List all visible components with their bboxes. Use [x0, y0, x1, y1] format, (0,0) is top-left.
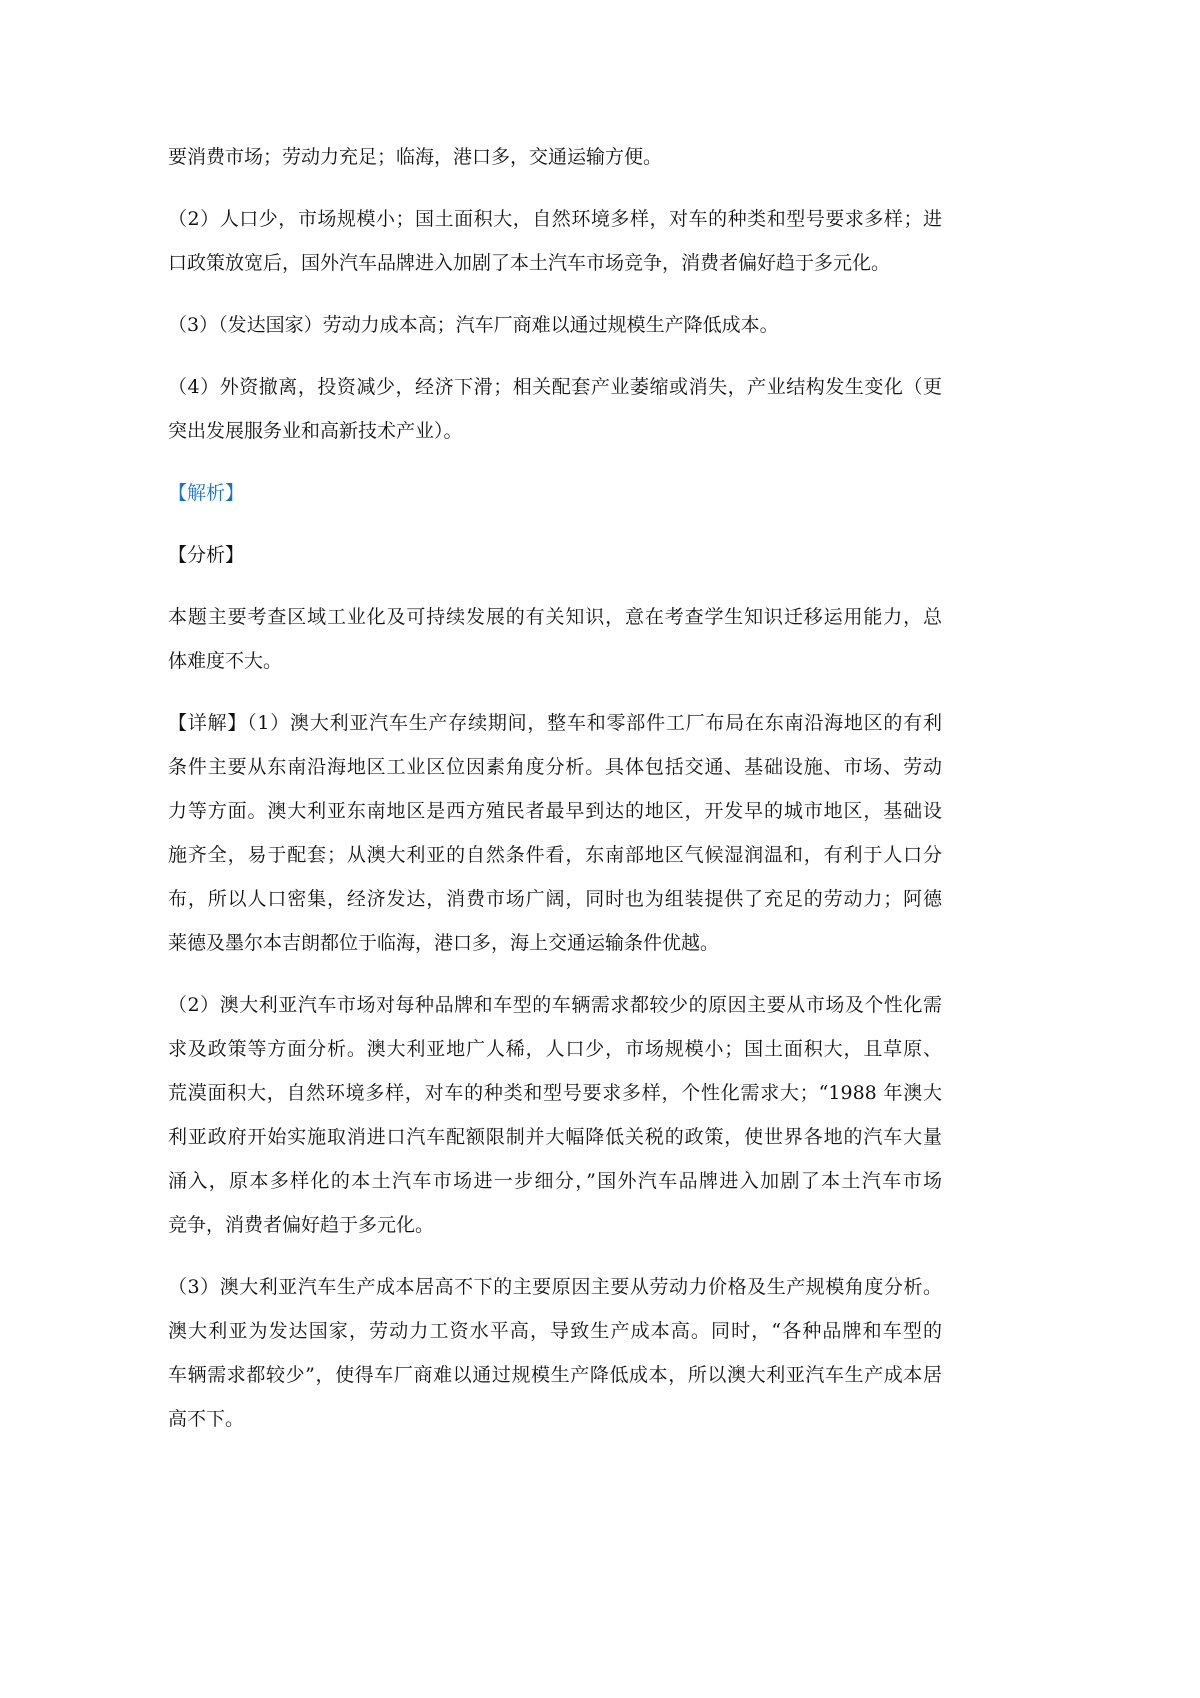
paragraph [168, 701, 942, 965]
text-line: 布，所以人口密集，经济发达，消费市场广阔，同时也为组装提供了充足的劳动力；阿德 [168, 888, 942, 910]
paragraph [168, 303, 942, 347]
text-line: 利亚政府开始实施取消进口汽车配额限制并大幅降低关税的政策，使世界各地的汽车大量 [168, 1126, 942, 1148]
text-line: 高不下。 [168, 1408, 245, 1430]
text-line: （3）澳大利亚汽车生产成本居高不下的主要原因主要从劳动力价格及生产规模角度分析。 [168, 1276, 942, 1298]
text-line: 本题主要考查区域工业化及可持续发展的有关知识，意在考查学生知识迁移运用能力，总 [168, 606, 942, 628]
text-line: 【解析】 [168, 482, 245, 504]
document-page [168, 135, 942, 1459]
paragraph [168, 533, 942, 577]
paragraph [168, 365, 942, 453]
text-line: 条件主要从东南沿海地区工业区位因素角度分析。具体包括交通、基础设施、市场、劳动 [168, 756, 942, 778]
paragraph [168, 135, 942, 179]
text-line: 口政策放宽后，国外汽车品牌进入加剧了本土汽车市场竞争，消费者偏好趋于多元化。 [168, 252, 891, 274]
paragraph [168, 1265, 942, 1441]
text-line: （4）外资撤离，投资减少，经济下滑；相关配套产业萎缩或消失，产业结构发生变化（更 [168, 376, 942, 398]
text-line: 【详解】（1）澳大利亚汽车生产存续期间，整车和零部件工厂布局在东南沿海地区的有利 [168, 712, 942, 734]
text-line: 荒漠面积大，自然环境多样，对车的种类和型号要求多样，个性化需求大；“1988 年澳大 [168, 1082, 942, 1104]
text-line: 突出发展服务业和高新技术产业）。 [168, 420, 463, 442]
text-line: 莱德及墨尔本吉朗都位于临海，港口多，海上交通运输条件优越。 [168, 932, 720, 954]
section-heading-analysis [168, 471, 942, 515]
text-line: 竞争，消费者偏好趋于多元化。 [168, 1214, 435, 1236]
text-line: 体难度不大。 [168, 650, 283, 672]
text-line: 涌入，原本多样化的本土汽车市场进一步细分，”国外汽车品牌进入加剧了本土汽车市场 [168, 1170, 942, 1192]
text-line: （2）人口少，市场规模小；国土面积大，自然环境多样，对车的种类和型号要求多样；进 [168, 208, 942, 230]
text-line: （2）澳大利亚汽车市场对每种品牌和车型的车辆需求都较少的原因主要从市场及个性化需 [168, 994, 942, 1016]
text-line: 施齐全，易于配套；从澳大利亚的自然条件看，东南部地区气候湿润温和，有利于人口分 [168, 844, 942, 866]
text-line: 力等方面。澳大利亚东南地区是西方殖民者最早到达的地区，开发早的城市地区，基础设 [168, 800, 942, 822]
text-line: 要消费市场；劳动力充足；临海，港口多，交通运输方便。 [168, 146, 663, 168]
text-line: 【分析】 [168, 544, 245, 566]
text-line: 求及政策等方面分析。澳大利亚地广人稀，人口少，市场规模小；国土面积大，且草原、 [168, 1038, 942, 1060]
text-line: （3）（发达国家）劳动力成本高；汽车厂商难以通过规模生产降低成本。 [168, 314, 779, 336]
text-line: 车辆需求都较少”，使得车厂商难以通过规模生产降低成本，所以澳大利亚汽车生产成本居 [168, 1364, 942, 1386]
paragraph [168, 595, 942, 683]
paragraph [168, 197, 942, 285]
paragraph [168, 983, 942, 1247]
text-line: 澳大利亚为发达国家，劳动力工资水平高，导致生产成本高。同时，“各种品牌和车型的 [168, 1320, 942, 1342]
